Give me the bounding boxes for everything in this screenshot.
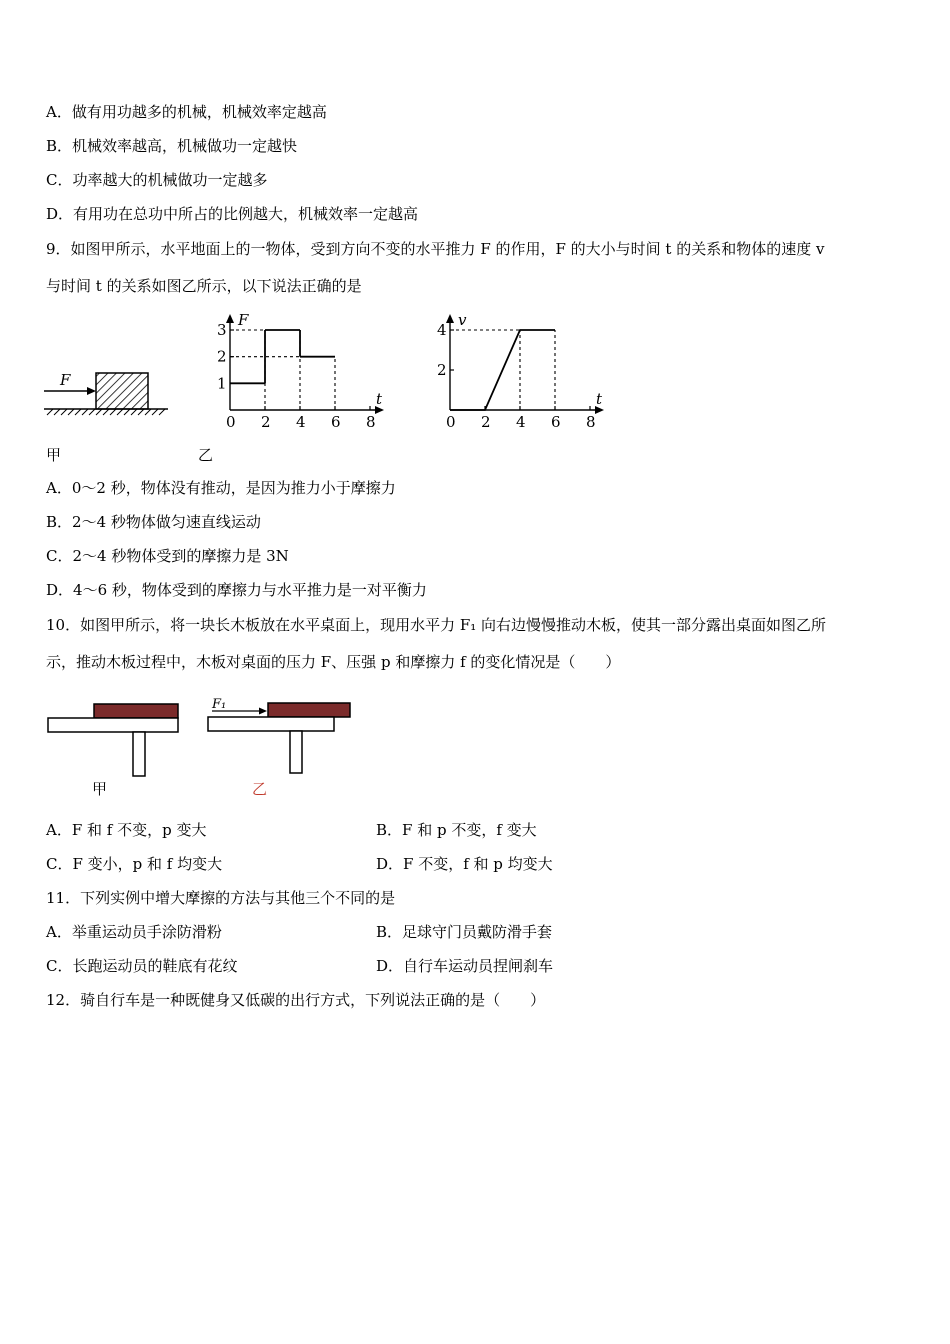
q10-stem-line2: 示，推动木板过程中，木板对桌面的压力 F、压强 p 和摩擦力 f 的变化情况是（ ）	[46, 653, 621, 671]
ground-hatch	[47, 409, 165, 415]
x-tick-label: 2	[261, 413, 271, 431]
x-tick-label: 4	[516, 413, 526, 431]
q9-option-d: D．4～6 秒，物体受到的摩擦力与水平推力是一对平衡力	[46, 581, 427, 599]
y-tick-label: 3	[217, 321, 227, 339]
q9-stem-line1: 9．如图甲所示，水平地面上的一物体，受到方向不变的水平推力 F 的作用，F 的大小与时间 t 的关系和物体的速度 v	[46, 240, 825, 258]
force-arrow-head	[87, 387, 96, 395]
q11-option-a: A．举重运动员手涂防滑粉	[46, 923, 222, 941]
wooden-board	[268, 703, 350, 717]
q8-option-d: D．有用功在总功中所占的比例越大，机械效率一定越高	[46, 205, 419, 223]
q9-stem-line2: 与时间 t 的关系如图乙所示，以下说法正确的是	[46, 277, 362, 295]
q10-option-d: D．F 不变，f 和 p 均变大	[376, 855, 553, 873]
x-tick-label: 0	[446, 413, 456, 431]
q10-option-b: B．F 和 p 不变，f 变大	[376, 821, 537, 839]
table-top	[208, 717, 334, 731]
q8-option-a: A．做有用功越多的机械，机械效率定越高	[46, 103, 327, 121]
y-axis-label: F	[238, 311, 249, 329]
x-tick-label: 0	[226, 413, 236, 431]
y-tick-label: 2	[217, 347, 227, 366]
x-tick-label: 8	[586, 413, 596, 431]
wooden-board	[94, 704, 178, 718]
y-tick-label: 1	[217, 374, 227, 393]
x-axis-label: t	[596, 390, 603, 408]
table-figure-jia	[44, 700, 186, 780]
q10-option-c: C．F 变小，p 和 f 均变大	[46, 855, 223, 873]
table-figure-yi	[204, 692, 356, 780]
y-axis-arrow	[226, 314, 234, 323]
q9-caption-right: 乙	[198, 446, 214, 464]
q9-block-figure	[44, 360, 172, 426]
table-top	[48, 718, 178, 732]
q8-option-b: B．机械效率越高，机械做功一定越快	[46, 137, 298, 155]
q9-caption-left: 甲	[46, 446, 62, 464]
block-shape	[96, 373, 148, 409]
x-tick-label: 2	[481, 413, 491, 431]
q11-stem: 11．下列实例中增大摩擦的方法与其他三个不同的是	[46, 889, 396, 907]
q11-option-b: B．足球守门员戴防滑手套	[376, 923, 553, 941]
q11-option-d: D．自行车运动员捏闸刹车	[376, 957, 554, 975]
q9-option-c: C．2～4 秒物体受到的摩擦力是 3N	[46, 547, 289, 565]
q10-caption-right: 乙	[252, 780, 268, 798]
y-axis-arrow	[446, 314, 454, 323]
x-tick-label: 6	[551, 413, 561, 431]
push-arrow-head	[259, 708, 267, 715]
velocity-line	[450, 330, 555, 410]
table-leg	[290, 731, 302, 773]
q10-stem-line1: 10．如图甲所示，将一块长木板放在水平桌面上，现用水平力 F₁ 向右边慢慢推动木板，使其一部分露出桌面如图乙所	[46, 616, 827, 634]
velocity-time-chart	[432, 308, 612, 432]
y-tick-label: 4	[437, 321, 447, 339]
force-label: F	[60, 371, 71, 389]
y-tick-label: 2	[437, 361, 447, 379]
force-time-chart	[212, 308, 392, 432]
x-tick-label: 6	[331, 413, 341, 431]
q9-option-b: B．2～4 秒物体做匀速直线运动	[46, 513, 261, 531]
q10-option-a: A．F 和 f 不变，p 变大	[46, 821, 207, 839]
f1-label: F₁	[212, 697, 227, 712]
x-axis-label: t	[376, 390, 383, 408]
q9-option-a: A．0～2 秒，物体没有推动，是因为推力小于摩擦力	[46, 479, 396, 497]
x-tick-label: 4	[296, 413, 306, 431]
table-leg	[133, 732, 145, 776]
q10-caption-left: 甲	[92, 780, 108, 798]
x-tick-label: 8	[366, 413, 376, 431]
q11-option-c: C．长跑运动员的鞋底有花纹	[46, 957, 238, 975]
q8-option-c: C．功率越大的机械做功一定越多	[46, 171, 268, 189]
y-axis-label: v	[458, 311, 467, 329]
q12-stem: 12．骑自行车是一种既健身又低碳的出行方式，下列说法正确的是（ ）	[46, 991, 546, 1009]
